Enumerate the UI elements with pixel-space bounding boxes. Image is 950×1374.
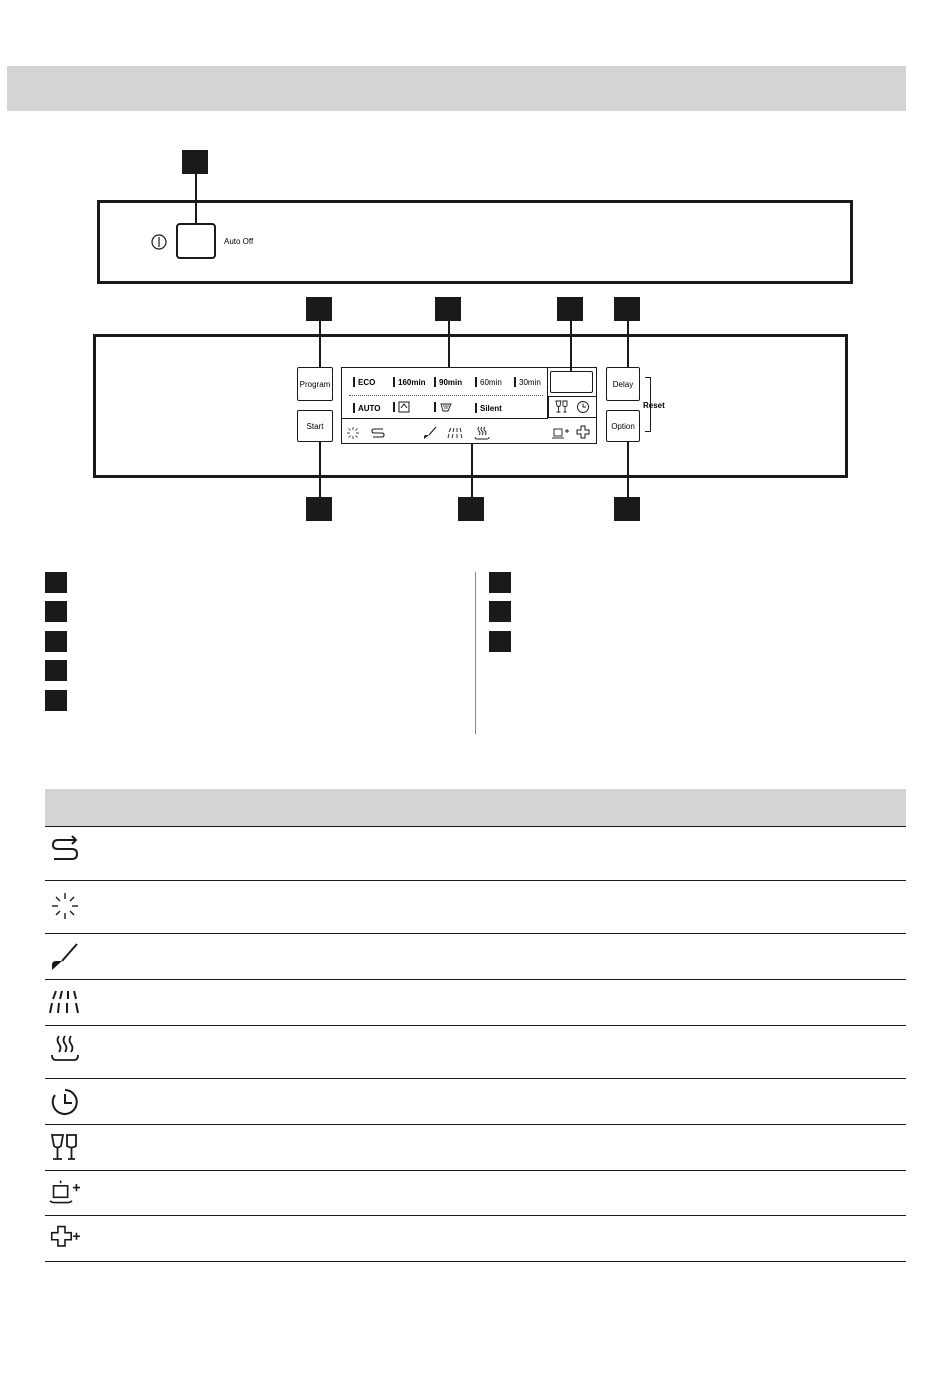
table-row <box>45 980 906 1026</box>
auto-off-label: Auto Off <box>224 237 254 246</box>
delay-clock-icon <box>576 400 590 414</box>
legend-marker <box>489 572 511 593</box>
table-row <box>45 881 906 934</box>
callout-marker <box>614 497 640 521</box>
glass-care-icon <box>439 401 453 413</box>
start-button[interactable]: Start <box>297 410 333 442</box>
callout-marker <box>306 297 332 321</box>
table-row <box>45 1216 906 1262</box>
callout-marker <box>458 497 484 521</box>
callout-leader <box>627 442 629 498</box>
glasses-icon <box>555 400 569 414</box>
program-glass <box>434 401 453 413</box>
spray-icon <box>448 426 462 440</box>
pots-icon <box>398 401 410 413</box>
extra-dry-icon <box>50 1177 80 1207</box>
extra-dry-icon <box>552 426 570 440</box>
brush-icon <box>423 426 437 440</box>
program-button[interactable]: Program <box>297 367 333 401</box>
table-row <box>45 1171 906 1216</box>
onoff-button[interactable] <box>176 223 216 259</box>
header-bar <box>7 66 906 111</box>
legend-marker <box>45 660 67 681</box>
delay-clock-icon <box>50 1087 80 1117</box>
rinse-aid-icon <box>50 891 80 921</box>
program-60: 60min <box>475 377 502 387</box>
legend-marker <box>45 572 67 593</box>
reset-label: Reset <box>643 401 665 410</box>
legend-marker <box>45 690 67 711</box>
legend-marker <box>45 601 67 622</box>
option-button[interactable]: Option <box>606 410 640 442</box>
spray-icon <box>50 988 80 1018</box>
program-silent: Silent <box>475 403 502 413</box>
delay-button[interactable]: Delay <box>606 367 640 401</box>
program-160: 160min <box>393 377 426 387</box>
extra-plus-icon <box>576 425 592 441</box>
program-auto: AUTO <box>353 403 381 413</box>
callout-marker-top <box>182 150 208 174</box>
callout-leader <box>319 442 321 498</box>
time-display <box>550 371 593 393</box>
callout-marker <box>435 297 461 321</box>
table-row <box>45 1026 906 1079</box>
program-90: 90min <box>434 377 462 387</box>
table-row <box>45 827 906 881</box>
program-30: 30min <box>514 377 541 387</box>
callout-marker <box>614 297 640 321</box>
legend-marker <box>489 601 511 622</box>
table-row <box>45 934 906 980</box>
callout-marker <box>557 297 583 321</box>
program-pots <box>393 401 410 413</box>
program-loop-icon <box>50 835 80 865</box>
table-row <box>45 1125 906 1171</box>
legend-divider <box>475 572 476 734</box>
callout-leader <box>471 444 473 498</box>
indicator-table-header <box>45 789 906 827</box>
brush-icon <box>50 942 80 972</box>
program-eco: ECO <box>353 377 375 387</box>
drying-icon <box>50 1034 80 1064</box>
extra-plus-icon <box>50 1223 80 1253</box>
rinse-aid-icon <box>346 426 360 440</box>
legend-marker <box>45 631 67 652</box>
display-divider <box>349 395 543 396</box>
program-loop-icon <box>371 426 385 440</box>
power-icon <box>150 233 168 251</box>
callout-marker <box>306 497 332 521</box>
glasses-icon <box>50 1133 80 1163</box>
legend-marker <box>489 631 511 652</box>
drying-icon <box>474 426 490 440</box>
table-row <box>45 1079 906 1125</box>
